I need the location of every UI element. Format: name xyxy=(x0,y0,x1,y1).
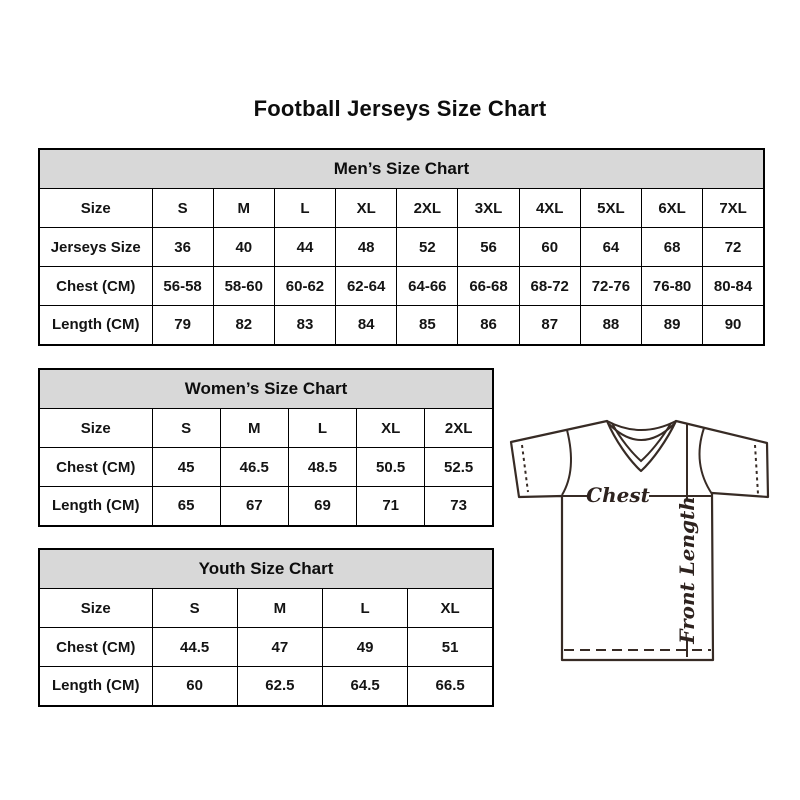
youth-table-title: Youth Size Chart xyxy=(39,549,493,589)
table-cell: 88 xyxy=(580,306,641,345)
table-cell: 86 xyxy=(458,306,519,345)
table-cell: 56-58 xyxy=(152,267,213,306)
table-cell: 58-60 xyxy=(213,267,274,306)
table-cell: L xyxy=(274,189,335,228)
table-cell: 44 xyxy=(274,228,335,267)
table-row xyxy=(39,306,764,345)
collar-back-line xyxy=(607,421,676,430)
table-cell: 66-68 xyxy=(458,267,519,306)
table-cell: S xyxy=(152,589,237,628)
table-cell: 40 xyxy=(213,228,274,267)
table-cell: 85 xyxy=(397,306,458,345)
chest-label: Chest xyxy=(586,483,650,507)
table-cell: 52 xyxy=(397,228,458,267)
row-label: Chest (CM) xyxy=(39,628,152,667)
table-cell: 56 xyxy=(458,228,519,267)
table-cell: 7XL xyxy=(703,189,764,228)
table-cell: 49 xyxy=(323,628,408,667)
table-cell: 64.5 xyxy=(323,667,408,706)
row-label: Jerseys Size xyxy=(39,228,152,267)
row-label: Chest (CM) xyxy=(39,448,152,487)
table-cell: 72 xyxy=(703,228,764,267)
table-cell: 45 xyxy=(152,448,220,487)
table-cell: 76-80 xyxy=(642,267,703,306)
table-row xyxy=(39,487,493,526)
table-cell: 2XL xyxy=(397,189,458,228)
table-cell: 48.5 xyxy=(288,448,356,487)
jersey-outline xyxy=(511,421,768,660)
table-cell: 89 xyxy=(642,306,703,345)
table-cell: 47 xyxy=(237,628,322,667)
table-cell: 52.5 xyxy=(425,448,493,487)
table-cell: 82 xyxy=(213,306,274,345)
table-cell: 62.5 xyxy=(237,667,322,706)
table-header-row xyxy=(39,149,764,189)
table-cell: 60 xyxy=(519,228,580,267)
table-cell: L xyxy=(288,409,356,448)
front-length-label: Front Length xyxy=(675,496,699,644)
table-row xyxy=(39,228,764,267)
table-cell: S xyxy=(152,409,220,448)
table-cell: M xyxy=(213,189,274,228)
table-cell: 66.5 xyxy=(408,667,493,706)
table-cell: S xyxy=(152,189,213,228)
page-title: Football Jerseys Size Chart xyxy=(253,96,547,121)
table-cell: 6XL xyxy=(642,189,703,228)
table-cell: 90 xyxy=(703,306,764,345)
table-cell: 67 xyxy=(220,487,288,526)
table-row xyxy=(39,448,493,487)
table-cell: XL xyxy=(357,409,425,448)
table-cell: 48 xyxy=(336,228,397,267)
row-label: Size xyxy=(39,409,152,448)
table-header-row xyxy=(39,369,493,409)
table-cell: 68-72 xyxy=(519,267,580,306)
row-label: Size xyxy=(39,189,152,228)
table-cell: 2XL xyxy=(425,409,493,448)
table-cell: 83 xyxy=(274,306,335,345)
table-cell: XL xyxy=(336,189,397,228)
table-cell: 84 xyxy=(336,306,397,345)
row-label: Chest (CM) xyxy=(39,267,152,306)
table-cell: 79 xyxy=(152,306,213,345)
table-row xyxy=(39,267,764,306)
table-cell: 69 xyxy=(288,487,356,526)
table-row xyxy=(39,189,764,228)
row-label: Size xyxy=(39,589,152,628)
table-cell: 60 xyxy=(152,667,237,706)
table-cell: 73 xyxy=(425,487,493,526)
table-cell: 46.5 xyxy=(220,448,288,487)
table-cell: 50.5 xyxy=(357,448,425,487)
table-cell: 72-76 xyxy=(580,267,641,306)
row-label: Length (CM) xyxy=(39,487,152,526)
table-cell: 68 xyxy=(642,228,703,267)
womens-table-title: Women’s Size Chart xyxy=(39,369,493,409)
table-cell: 80-84 xyxy=(703,267,764,306)
jersey-measurement-diagram xyxy=(505,398,777,670)
row-label: Length (CM) xyxy=(39,306,152,345)
table-row xyxy=(39,589,493,628)
table-row xyxy=(39,409,493,448)
mens-table-title: Men’s Size Chart xyxy=(39,149,764,189)
mens-size-table xyxy=(38,148,765,346)
table-cell: 5XL xyxy=(580,189,641,228)
youth-size-table xyxy=(38,548,494,707)
table-cell: 3XL xyxy=(458,189,519,228)
table-cell: 64 xyxy=(580,228,641,267)
row-label: Length (CM) xyxy=(39,667,152,706)
table-cell: 71 xyxy=(357,487,425,526)
table-row xyxy=(39,628,493,667)
table-cell: 44.5 xyxy=(152,628,237,667)
table-cell: 62-64 xyxy=(336,267,397,306)
table-cell: 60-62 xyxy=(274,267,335,306)
table-cell: 36 xyxy=(152,228,213,267)
table-cell: 4XL xyxy=(519,189,580,228)
table-cell: M xyxy=(220,409,288,448)
table-cell: 65 xyxy=(152,487,220,526)
table-cell: XL xyxy=(408,589,493,628)
table-cell: 51 xyxy=(408,628,493,667)
table-cell: L xyxy=(323,589,408,628)
table-header-row xyxy=(39,549,493,589)
table-cell: 87 xyxy=(519,306,580,345)
table-row xyxy=(39,667,493,706)
table-cell: 64-66 xyxy=(397,267,458,306)
womens-size-table xyxy=(38,368,494,527)
table-cell: M xyxy=(237,589,322,628)
